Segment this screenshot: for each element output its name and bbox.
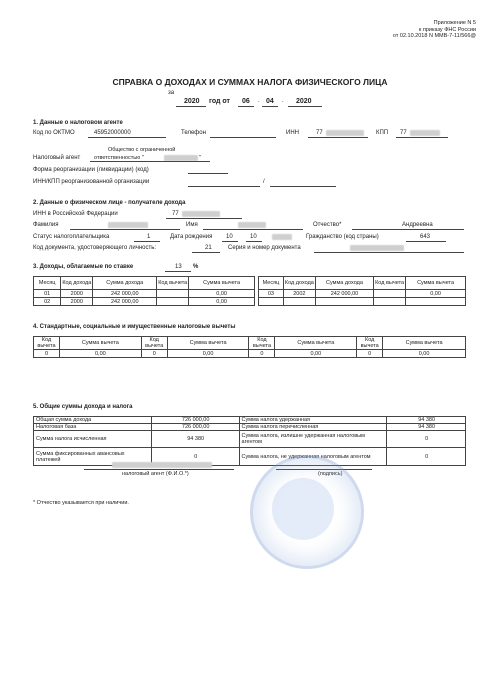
agent-fio-caption: налоговый агент (Ф.И.О.*) [122,471,189,477]
status-value: 1 [147,234,151,240]
report-month: 04 [266,98,274,105]
section3-title: 3. Доходы, облагаемые по ставке [33,264,134,270]
report-date-year: 2020 [296,98,312,105]
patronymic-value: Андреевна [402,222,433,228]
signature-caption: (подпись) [318,471,343,477]
reorg-form-label: Форма реорганизации (ликвидации) (код) [33,167,149,173]
doc-code-label: Код документа, удостоверяющего личность: [33,245,157,251]
page-title: СПРАВКА О ДОХОДАХ И СУММАХ НАЛОГА ФИЗИЧЕСКОГО ЛИЦА [112,77,388,87]
table-row: 01 2000 242 000,00 0,00 [34,290,255,298]
oktmo-label: Код по ОКТМО [33,130,75,136]
surname-label: Фамилия [33,222,59,228]
oktmo-value: 45952000000 [94,130,131,136]
citizenship-label: Гражданство (код страны) [306,234,379,240]
birth-month: 10 [250,234,257,240]
section1-title: 1. Данные о налоговом агенте [33,120,123,126]
table-row: Сумма фиксированных авансовых платежей 0 Сумма налога, не удержанная налоговым агентом 0 [34,448,466,466]
table-row: Сумма налога исчисленная 94 380 Сумма налога, излишне удержанная налоговым агентом 0 [34,431,466,448]
person-inn-value: 77 [172,211,179,217]
table-row: 0 0,00 0 0,00 0 0,00 0 0,00 [34,350,466,358]
income-table-right: Месяц Код дохода Сумма дохода Код вычета Сумма вычета 03 2002 242 000,00 0,00 [258,276,466,306]
patronymic-label: Отчество* [313,222,342,228]
doc-code-value: 21 [205,245,212,251]
order-line-2: от 02.10.2018 N ММВ-7-11/566@ [392,33,476,39]
agent-name-line2: ответственностью " [94,155,144,161]
section5-title: 5. Общие суммы дохода и налога [33,404,133,410]
stamp-center [272,478,334,540]
year-word: год от [209,98,230,105]
table-row: 02 2000 242 000,00 0,00 [34,298,255,306]
section2-title: 2. Данные о физическом лице - получателе дохода [33,200,186,206]
order-line-1: к приказу ФНС России [418,26,476,33]
agent-inn-value: 77 [316,130,323,136]
footnote: * Отчество указывается при наличии. [33,500,129,506]
totals-table [33,416,466,466]
appendix-number: Приложение N 5 [433,20,476,26]
table-row: Налоговая база 726 000,00 Сумма налога перечисленная 94 380 [34,424,466,431]
document-header [393,20,476,40]
first-name-label: Имя [186,222,198,228]
agent-name-line1: Общество с ограниченной [108,147,176,153]
birth-date-label: Дата рождения [170,234,213,240]
income-table-left: Месяц Код дохода Сумма дохода Код вычета Сумма вычета 01 2000 242 000,00 0,00 02 2000 242 000,00 0,00 [33,276,255,306]
report-day: 06 [242,98,250,105]
table-row: Общая сумма дохода 726 000,00 Сумма налога удержанная 94 380 [34,417,466,424]
tax-rate: 13 [175,264,182,270]
report-year: 2020 [184,98,200,105]
agent-inn-label: ИНН [286,130,299,136]
date-prefix: за [168,90,175,96]
phone-label: Телефон [181,130,206,136]
birth-day: 10 [226,234,233,240]
reorg-inn-label: ИНН/КПП реорганизованной организации [33,179,150,185]
agent-kpp-label: КПП [376,130,389,136]
agent-label: Налоговый агент [33,155,81,161]
citizenship-value: 643 [420,234,431,240]
deductions-table: Код вычета Сумма вычета Код вычета Сумма вычета Код вычета Сумма вычета Код вычета Сумма вычета 0 0,00 0 0,00 0 0,00 0 0,00 [33,336,466,358]
table-row: 03 2002 242 000,00 0,00 [259,290,466,298]
status-label: Статус налогоплательщика [33,234,110,240]
section4-title: 4. Стандартные, социальные и имущественные налоговые вычеты [33,324,236,330]
agent-kpp-value: 77 [400,130,407,136]
person-inn-label: ИНН в Российской Федерации [33,211,118,217]
doc-series-label: Серия и номер документа [228,245,301,251]
